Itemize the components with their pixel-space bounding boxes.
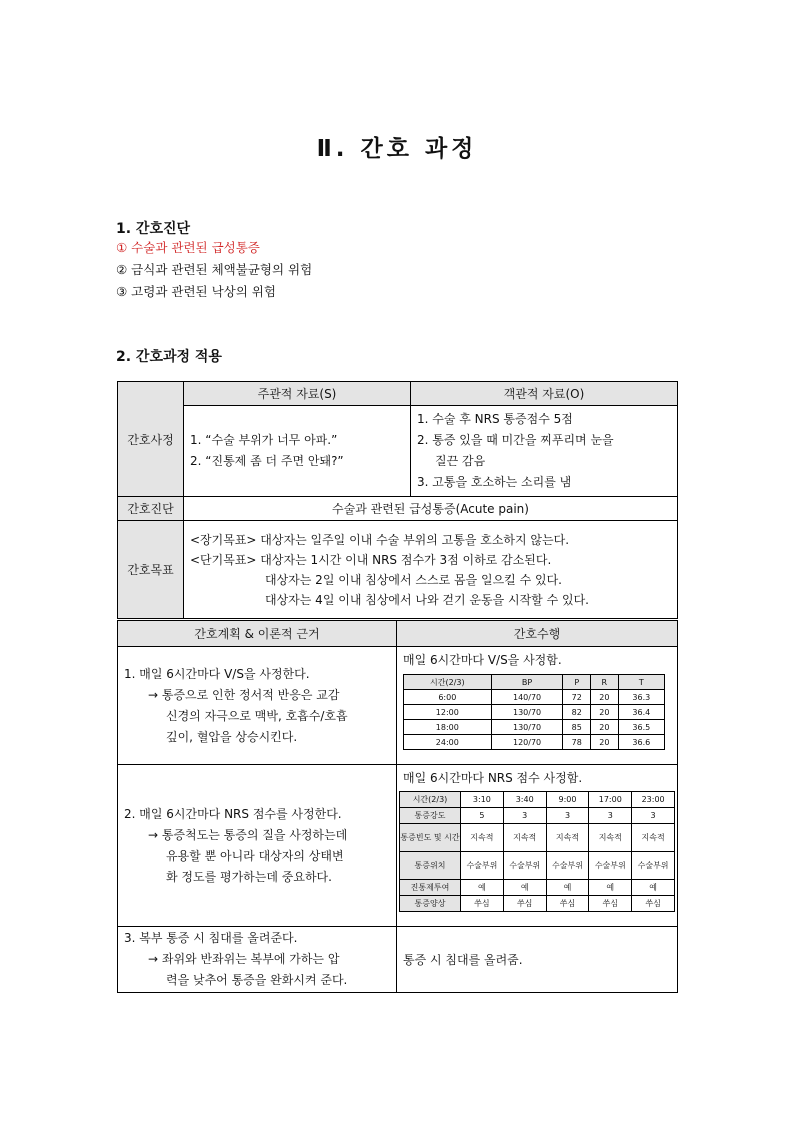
nursing-assessment-table [117,381,678,619]
nrs-cell: 수술부위 [503,852,546,880]
nrs-cell: 지속적 [632,824,675,852]
plan-header: 간호계획 & 이론적 근거 [118,621,397,647]
nrs-cell: 쑤심 [546,896,589,912]
nrs-cell: 3 [546,808,589,824]
vs-cell: 18:00 [404,720,492,735]
nrs-cell: 쑤심 [503,896,546,912]
nrs-cell: 쑤심 [461,896,504,912]
nrs-time: 9:00 [546,792,589,808]
section1-heading: 1. 간호진단 [116,221,191,237]
nrs-cell: 쑤심 [632,896,675,912]
impl-text: 매일 6시간마다 NRS 점수 사정함. [403,771,583,785]
impl-header: 간호수행 [397,621,678,647]
plan-2 [118,765,397,927]
objective-line: 2. 통증 있을 때 미간을 찌푸리며 눈을 [417,433,614,447]
goal-label: 간호목표 [118,521,184,619]
vs-cell: 20 [591,705,619,720]
goal-line: 대상자는 2일 이내 침상에서 스스로 몸을 일으킬 수 있다. [265,572,562,587]
vs-cell: 12:00 [404,705,492,720]
subjective-data [184,406,411,497]
vs-cell: 36.3 [618,690,664,705]
objective-line: 3. 고통을 호소하는 소리를 냄 [417,475,572,489]
nrs-time: 23:00 [632,792,675,808]
plan-line: → 통증척도는 통증의 질을 사정하는데 [148,827,348,842]
nrs-cell: 3 [503,808,546,824]
vs-cell: 36.4 [618,705,664,720]
goal-line: <단기목표> 대상자는 1시간 이내 NRS 점수가 3점 이하로 감소된다. [190,552,552,567]
vs-header: R [591,675,619,690]
nrs-time: 3:40 [503,792,546,808]
plan-title: 1. 매일 6시간마다 V/S을 사정한다. [124,666,310,681]
plan-line: → 좌위와 반좌위는 복부에 가하는 압 [148,952,340,966]
subjective-header: 주관적 자료(S) [184,382,411,406]
plan-3 [118,927,397,993]
vs-cell: 130/70 [491,705,563,720]
nrs-cell: 지속적 [589,824,632,852]
nrs-cell: 수술부위 [461,852,504,880]
nursing-plan-table [117,620,678,993]
vs-cell: 36.6 [618,735,664,750]
vs-header: 시간(2/3) [404,675,492,690]
plan-1 [118,647,397,765]
nrs-row-label: 통증위치 [400,852,461,880]
diagnosis-item-2: ② 금식과 관련된 체액불균형의 위험 [116,262,313,277]
subjective-line: 1. “수술 부위가 너무 아파.” [190,433,338,447]
nrs-row-label: 통증빈도 및 시간 [400,824,461,852]
nrs-cell: 예 [589,880,632,896]
impl-text: 통증 시 침대를 올려줌. [403,953,523,967]
nrs-cell: 3 [632,808,675,824]
vs-cell: 140/70 [491,690,563,705]
vs-header: T [618,675,664,690]
vs-cell: 130/70 [491,720,563,735]
goal-line: 대상자는 4일 이내 침상에서 나와 걷기 운동을 시작할 수 있다. [265,592,589,607]
subjective-line: 2. “진통제 좀 더 주면 안돼?” [190,454,344,468]
diagnosis-item-1: ① 수술과 관련된 급성통증 [116,240,260,255]
impl-3 [397,927,678,993]
nrs-time: 17:00 [589,792,632,808]
nrs-row-label: 통증양상 [400,896,461,912]
plan-line: 신경의 자극으로 맥박, 호흡수/호흡 [166,708,348,723]
vs-table [403,674,665,750]
nrs-cell: 지속적 [503,824,546,852]
impl-text: 매일 6시간마다 V/S을 사정함. [403,653,562,667]
diagnosis-item-3: ③ 고령과 관련된 낙상의 위험 [116,284,276,299]
diagnosis-text: 수술과 관련된 급성통증(Acute pain) [184,497,678,521]
objective-line: 1. 수술 후 NRS 통증점수 5점 [417,412,573,426]
nrs-time: 3:10 [461,792,504,808]
vs-cell: 20 [591,690,619,705]
vs-cell: 24:00 [404,735,492,750]
nrs-cell: 예 [503,880,546,896]
goals [184,521,678,619]
nrs-cell: 지속적 [461,824,504,852]
vs-header: P [563,675,591,690]
vs-cell: 20 [591,735,619,750]
objective-data [411,406,678,497]
vs-cell: 36.5 [618,720,664,735]
nrs-cell: 지속적 [546,824,589,852]
objective-header: 객관적 자료(O) [411,382,678,406]
plan-line: 력을 낮추어 통증을 완화시켜 준다. [166,973,348,987]
nrs-header: 시간(2/3) [400,792,461,808]
plan-line: 화 정도를 평가하는데 중요하다. [166,869,332,884]
impl-2 [397,765,678,927]
vs-cell: 82 [563,705,591,720]
nrs-cell: 예 [632,880,675,896]
nrs-cell: 쑤심 [589,896,632,912]
nrs-cell: 예 [546,880,589,896]
nrs-row-label: 통증강도 [400,808,461,824]
vs-cell: 20 [591,720,619,735]
nrs-cell: 수술부위 [546,852,589,880]
plan-title: 2. 매일 6시간마다 NRS 점수를 사정한다. [124,806,342,821]
vs-cell: 78 [563,735,591,750]
goal-line: <장기목표> 대상자는 일주일 이내 수술 부위의 고통을 호소하지 않는다. [190,532,570,547]
impl-1 [397,647,678,765]
vs-cell: 6:00 [404,690,492,705]
vs-cell: 85 [563,720,591,735]
plan-line: 깊이, 혈압을 상승시킨다. [166,729,298,744]
page-title: Ⅱ. 간호 과정 [316,136,478,162]
plan-title: 3. 복부 통증 시 침대를 올려준다. [124,931,298,945]
nrs-cell: 5 [461,808,504,824]
plan-line: 유용할 뿐 아니라 대상자의 상태변 [166,848,344,863]
assessment-label: 간호사정 [118,382,184,497]
objective-line: 질끈 감음 [435,454,486,468]
nrs-cell: 3 [589,808,632,824]
nrs-table [399,791,675,912]
nrs-cell: 수술부위 [589,852,632,880]
vs-header: BP [491,675,563,690]
vs-cell: 120/70 [491,735,563,750]
section2-heading: 2. 간호과정 적용 [116,349,222,365]
plan-line: → 통증으로 인한 정서적 반응은 교감 [148,687,340,702]
nrs-row-label: 진통제투여 [400,880,461,896]
diagnosis-label: 간호진단 [118,497,184,521]
nrs-cell: 예 [461,880,504,896]
nrs-cell: 수술부위 [632,852,675,880]
vs-cell: 72 [563,690,591,705]
